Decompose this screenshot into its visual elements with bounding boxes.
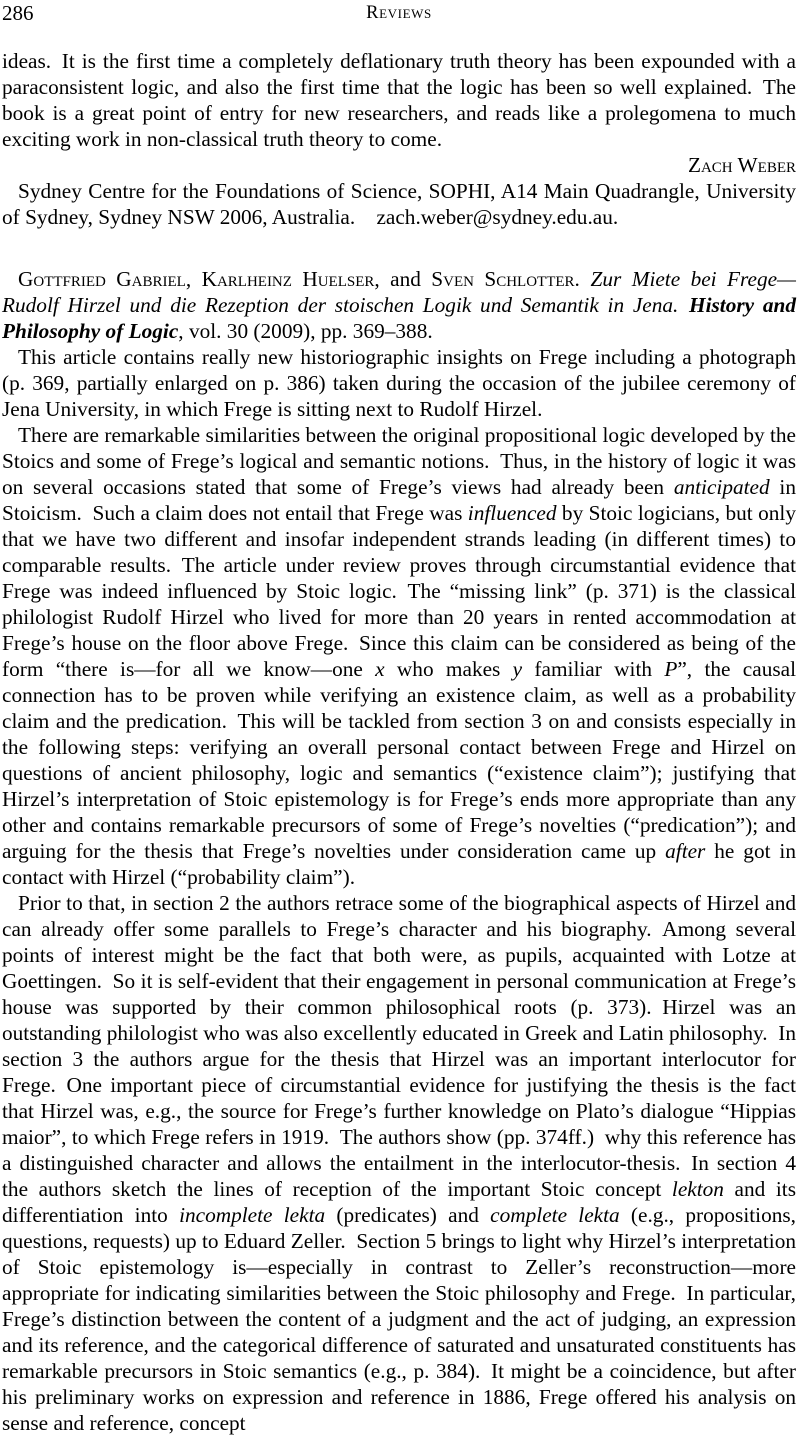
review-closing-paragraph: ideas. It is the first time a completely deflationary truth theory has been expounded with a paraconsistent logic, and also the first time that the logic has been so well explained. The book is a great point of entry for new researchers, and reads like a prolegomena to much exciting work in non-classical truth theory to come. <box>2 49 796 151</box>
review-previous-continuation <box>2 48 796 230</box>
review-paragraph-1: This article contains really new historiographic insights on Frege including a photograph (p. 369, partially enlarged on p. 386) taken during the occasion of the jubilee ceremony of Jena University, in which Frege is sitting next to Rudolf Hirzel. <box>2 345 796 421</box>
review-current <box>2 266 796 1436</box>
running-title: Reviews <box>366 3 432 23</box>
reviewer-affiliation: Sydney Centre for the Foundations of Science, SOPHI, A14 Main Quadrangle, University of Sydney, Sydney NSW 2006, Australia. zach.weber@sydney.edu.au. <box>2 179 796 229</box>
page-body <box>2 48 796 1436</box>
review-heading-citation: Gottfried Gabriel, Karlheinz Huelser, and Sven Schlotter. Zur Miete bei Frege—Rudolf Hirzel und die Rezeption der stoischen Logik und Semantik in Jena. History and Philosophy of Logic, vol. 30 (2009), pp. 369–388. <box>2 267 796 343</box>
reviewer-name: Zach Weber <box>687 153 796 177</box>
review-paragraph-2: There are remarkable similarities between the original propositional logic developed by the Stoics and some of Frege’s logical and semantic notions. Thus, in the history of logic it was on several occasions stated that some of Frege’s views had already been anticipated in Stoicism. Such a claim does not entail that Frege was influenced by Stoic logicians, but only that we have two different and insofar independent strands leading (in different times) to comparable results. The article under review proves through circumstantial evidence that Frege was indeed influenced by Stoic logic. The “missing link” (p. 371) is the classical philologist Rudolf Hirzel who lived for more than 20 years in rented accommodation at Frege’s house on the floor above Frege. Since this claim can be considered as being of the form “there is—for all we know—one x who makes y familiar with P”, the causal connection has to be proven while verifying an existence claim, as well as a probability claim and the predication. This will be tackled from section 3 on and consists especially in the following steps: verifying an overall personal contact between Frege and Hirzel on questions of ancient philosophy, logic and semantics (“existence claim”); justifying that Hirzel’s interpretation of Stoic epistemology is for Frege’s ends more appropriate than any other and contains remarkable precursors of some of Frege’s novelties (“predication”); and arguing for the thesis that Frege’s novelties under consideration came up after he got in contact with Hirzel (“probability claim”). <box>2 423 797 889</box>
running-header <box>2 3 796 24</box>
page-number: 286 <box>2 1 34 25</box>
review-paragraph-3: Prior to that, in section 2 the authors retrace some of the biographical aspects of Hirzel and can already offer some parallels to Frege’s character and his biography. Among several points of interest might be the fact that both were, as pupils, acquainted with Lotze at Goettingen. So it is self-evident that their engagement in personal communication at Frege’s house was supported by their common philosophical roots (p. 373). Hirzel was an outstanding philologist who was also excellently educated in Greek and Latin philosophy. In section 3 the authors argue for the thesis that Hirzel was an important interlocutor for Frege. One important piece of circumstantial evidence for justifying the thesis is the fact that Hirzel was, e.g., the source for Frege’s further knowledge on Plato’s dialogue “Hippias maior”, to which Frege refers in 1919. The authors show (pp. 374ff.) why this reference has a distinguished character and allows the entailment in the interlocutor-thesis. In section 4 the authors sketch the lines of reception of the important Stoic concept lekton and its differentiation into incomplete lekta (predicates) and complete lekta (e.g., propositions, questions, requests) up to Eduard Zeller. Section 5 brings to light why Hirzel’s interpretation of Stoic epistemology is—especially in contrast to Zeller’s reconstruction—more appropriate for indicating similarities between the Stoic philosophy and Frege. In particular, Frege’s distinction between the content of a judgment and the act of judging, an expression and its reference, and the categorical difference of saturated and unsaturated constituents has remarkable precursors in Stoic semantics (e.g., p. 384). It might be a coincidence, but after his preliminary works on expression and reference in 1886, Frege offered his analysis on sense and reference, concept <box>2 891 796 1435</box>
